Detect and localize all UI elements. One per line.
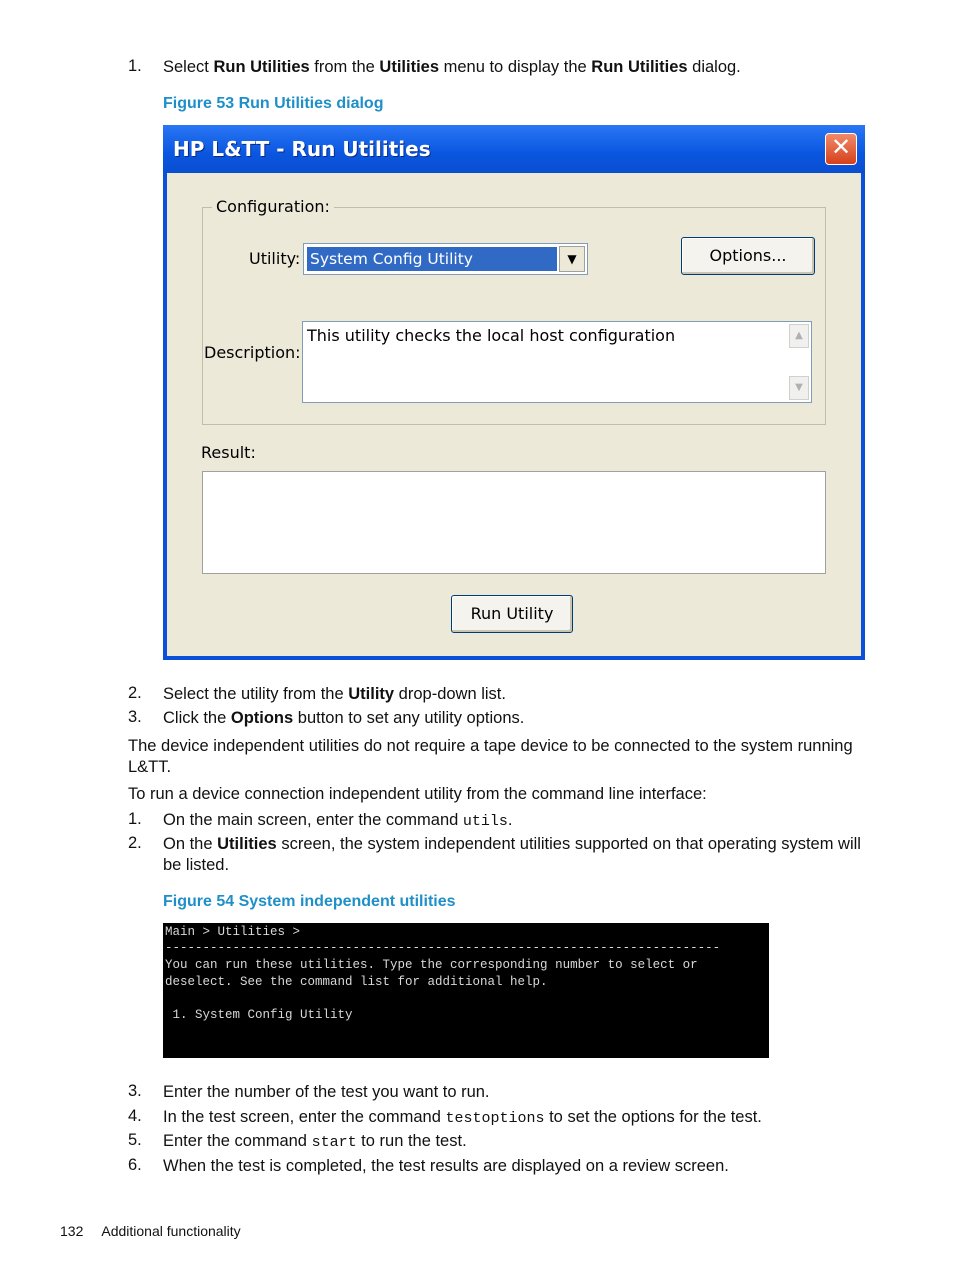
bold-term: Utility [348,685,395,703]
terminal-line: Main > Utilities > [165,925,301,939]
step-text-part: Enter the command [163,1132,312,1150]
step-text [163,684,506,705]
step-number: 4. [128,1107,142,1125]
configuration-label: Configuration: [212,197,334,216]
step-text-part: On the main screen, enter the command [163,811,463,829]
result-label: Result: [201,443,256,462]
figure-caption: Figure 53 Run Utilities dialog [163,95,384,112]
step-text [163,708,524,729]
step-text [163,57,741,78]
step-number: 3. [128,708,142,726]
paragraph: To run a device connection independent utility from the command line interface: [128,785,707,803]
page-footer [60,1223,241,1239]
step-text [163,834,863,876]
step-number: 2. [128,834,142,852]
chevron-down-icon[interactable]: ▼ [559,246,585,272]
title-bar[interactable] [163,125,865,173]
step-text [163,1156,729,1177]
description-text: This utility checks the local host configuration [307,326,676,345]
options-button[interactable]: Options... [681,237,815,275]
step-text-part: to set the options for the test. [544,1108,762,1126]
paragraph: The device independent utilities do not require a tape device to be connected to the system running L&TT. [128,737,853,776]
bold-term: Utilities [379,58,440,76]
utility-select[interactable] [303,243,588,275]
close-icon[interactable]: ✕ [825,133,857,165]
window-title: HP L&TT - Run Utilities [173,137,431,161]
run-utilities-dialog [163,125,865,660]
step-text-part: When the test is completed, the test results are displayed on a review screen. [163,1157,729,1175]
step-number: 2. [128,684,142,702]
step-text-part: Select the utility from the [163,685,349,703]
section-name: Additional functionality [101,1223,241,1239]
terminal-separator: -------------------------------------------------------------------------- [165,941,721,955]
utility-label: Utility: [249,249,301,268]
step-number: 1. [128,810,142,828]
step-text-part: screen, the system independent utilities supported on that operating system will be listed. [163,835,861,874]
step-text [163,810,513,832]
step-number: 1. [128,57,142,75]
step-text-part: from the [309,58,380,76]
inline-code: utils [462,813,508,830]
step-text [163,1131,467,1153]
inline-code: start [311,1134,357,1151]
step-text-part: Select [163,58,214,76]
run-utility-button[interactable]: Run Utility [451,595,573,633]
inline-code: testoptions [445,1110,545,1127]
step-text-part: On the [163,835,218,853]
step-text-part: Click the [163,709,231,727]
terminal-line: 1. System Config Utility [165,1008,353,1022]
step-number: 3. [128,1082,142,1100]
bold-term: Utilities [217,835,277,853]
bold-term: Run Utilities [591,58,688,76]
bold-term: Run Utilities [213,58,310,76]
step-text-part: button to set any utility options. [293,709,525,727]
result-field[interactable] [202,471,826,574]
step-text [163,1107,762,1129]
step-number: 6. [128,1156,142,1174]
utility-selected-value: System Config Utility [307,247,557,271]
scroll-up-icon[interactable]: ▲ [789,324,809,348]
step-text-part: Enter the number of the test you want to run. [163,1083,490,1101]
step-number: 5. [128,1131,142,1149]
terminal-line: You can run these utilities. Type the corresponding number to select or [165,958,698,972]
page-number: 132 [60,1223,84,1239]
bold-term: Options [230,709,294,727]
step-text-part: . [507,811,513,829]
step-text-part: menu to display the [439,58,592,76]
description-field[interactable] [302,321,812,403]
step-text-part: dialog. [687,58,741,76]
step-text-part: to run the test. [356,1132,467,1150]
dialog-body [167,173,861,656]
step-text-part: drop-down list. [394,685,506,703]
scroll-down-icon[interactable]: ▼ [789,376,809,400]
figure-caption: Figure 54 System independent utilities [163,893,456,910]
step-text-part: In the test screen, enter the command [163,1108,446,1126]
terminal-line: deselect. See the command list for additional help. [165,975,548,989]
description-label: Description: [204,343,301,362]
terminal-screenshot [163,923,769,1058]
step-text [163,1082,490,1103]
